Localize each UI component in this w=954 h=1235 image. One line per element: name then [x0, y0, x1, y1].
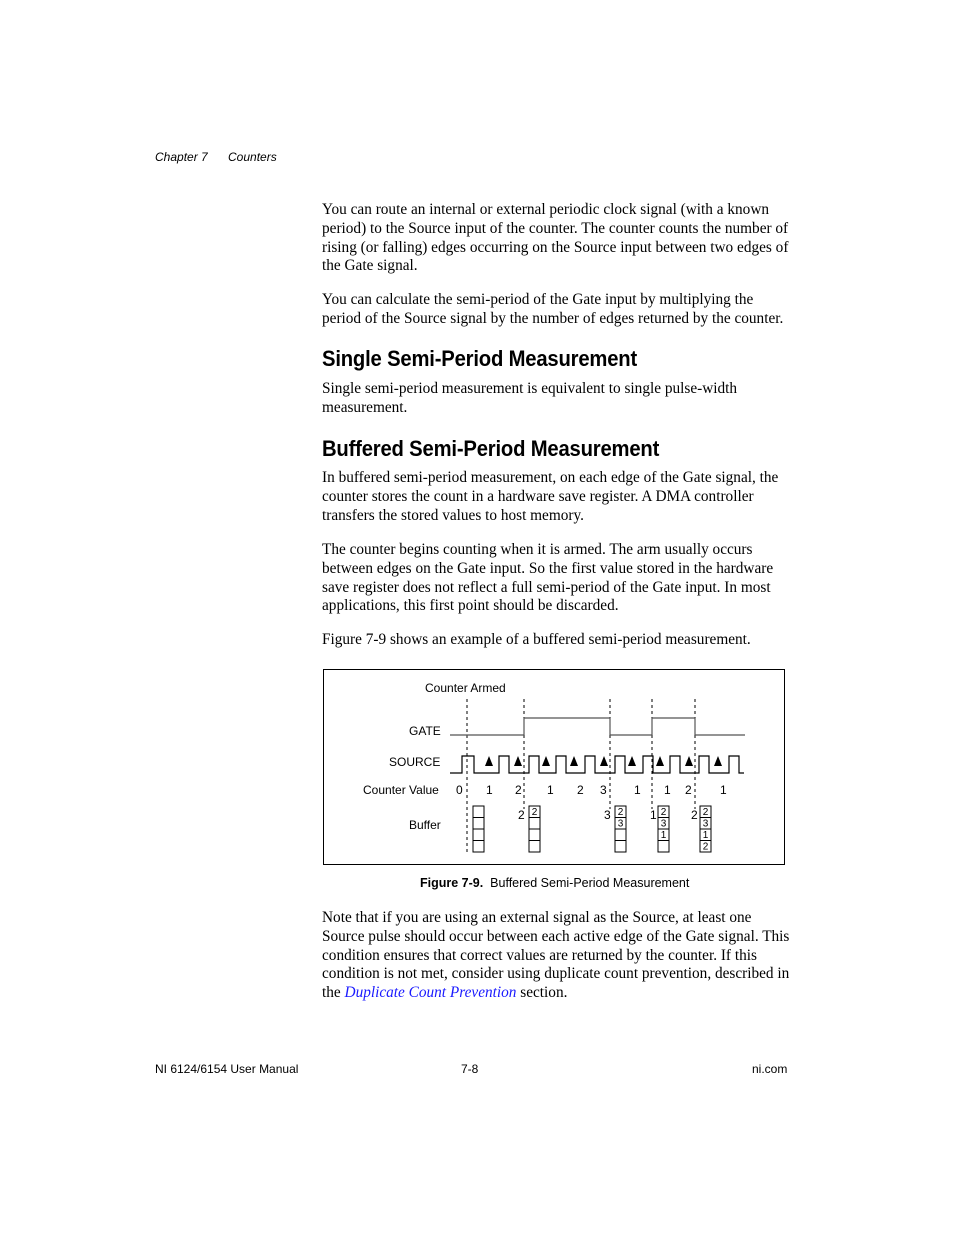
latched-value: 1: [650, 808, 657, 822]
counter-value: 0: [456, 783, 463, 797]
counter-value: 1: [720, 783, 727, 797]
header-chapter: Chapter 7: [155, 150, 208, 164]
buffer-entry: 3: [660, 818, 667, 830]
paragraph-source-routing: You can route an internal or external periodic clock signal (with a known period) to the Source input of the counter. The counter counts the number of rising (or falling) edges occurring on the Source input between two edges of the Gate signal.: [322, 201, 789, 275]
source-edge-arrow: [570, 756, 578, 766]
buffers: [473, 806, 711, 852]
timing-diagram: [323, 669, 785, 865]
latched-value: 3: [604, 808, 611, 822]
source-edge-arrow: [685, 756, 693, 766]
label-source: SOURCE: [389, 755, 441, 769]
paragraph-figure-ref: Figure 7-9 shows an example of a buffered semi-period measurement.: [322, 631, 751, 648]
figure-caption: [420, 876, 689, 890]
figure-caption-label: Figure 7-9.: [420, 876, 484, 890]
figure-caption-title: Buffered Semi-Period Measurement: [490, 876, 690, 890]
latched-value: 2: [518, 808, 525, 822]
buffer-entry: 2: [617, 807, 624, 818]
source-edge-arrow: [542, 756, 550, 766]
paragraph-source-pulse-note: [322, 909, 794, 1003]
label-gate: GATE: [409, 724, 441, 738]
source-edge-arrow: [514, 756, 522, 766]
counter-value: 1: [664, 783, 671, 797]
buffer-cell: [529, 818, 540, 830]
buffer-cell: [529, 829, 540, 841]
latched-value: 2: [691, 808, 698, 822]
buffer-entry: 3: [617, 818, 624, 830]
latched-values: [518, 808, 698, 822]
buffer-entry: 2: [531, 807, 538, 818]
buffer-entry: 2: [702, 807, 709, 818]
paragraph-single-semi-period: Single semi-period measurement is equivalent to single pulse-width measurement.: [322, 380, 738, 416]
source-edge-arrow: [656, 756, 664, 766]
buffer-contents: [532, 807, 709, 853]
label-buffer: Buffer: [409, 818, 441, 832]
counter-values: [456, 783, 727, 797]
counter-value: 1: [634, 783, 641, 797]
note-text-after: section.: [516, 984, 568, 1002]
note-text-before: Note that if you are using an external signal as the Source, at least one Source pulse should occur between each active edge of the Gate signal. This condition ensures that correct values are returned by the counter. If this condition is not met, consider using duplicate count prevention, described in the: [322, 909, 790, 1002]
buffer-entry: 1: [660, 830, 667, 841]
footer-manual-title: NI 6124/6154 User Manual: [155, 1062, 299, 1076]
buffer-cell: [473, 841, 484, 853]
heading-single-semi-period: Single Semi-Period Measurement: [322, 346, 638, 371]
paragraph-counter-armed: The counter begins counting when it is armed. The arm usually occurs between edges on the Gate input. So the first value stored in the hardware save register does not reflect a full semi-period of the Gate input. In most applications, this first point should be discarded.: [322, 541, 774, 615]
source-edge-arrow: [714, 756, 722, 766]
buffer-snapshot-initial: [473, 806, 484, 852]
source-edge-arrows: [485, 756, 722, 766]
heading-buffered-semi-period: Buffered Semi-Period Measurement: [322, 436, 660, 461]
counter-value: 2: [685, 783, 692, 797]
gate-waveform: [450, 718, 745, 735]
counter-value: 3: [600, 783, 607, 797]
source-edge-arrow: [485, 756, 493, 766]
buffer-cell: [473, 818, 484, 830]
counter-value: 1: [547, 783, 554, 797]
source-waveform: [450, 756, 744, 773]
buffer-cell: [615, 841, 626, 853]
buffer-entry: 1: [702, 830, 709, 841]
buffer-cell: [658, 841, 669, 853]
buffer-entry: 2: [660, 807, 667, 818]
buffer-entry: 2: [702, 841, 709, 853]
paragraph-semi-period-calc: You can calculate the semi-period of the Gate input by multiplying the period of the Source signal by the number of edges returned by the counter.: [322, 291, 784, 327]
paragraph-buffered-intro: In buffered semi-period measurement, on each edge of the Gate signal, the counter stores the count in a hardware save register. A DMA controller transfers the stored values to host memory.: [322, 469, 779, 524]
header-section: Counters: [228, 150, 277, 164]
source-edge-arrow: [628, 756, 636, 766]
footer-website: ni.com: [752, 1062, 788, 1076]
counter-value: 2: [577, 783, 584, 797]
footer-page-number: 7-8: [461, 1062, 479, 1076]
duplicate-count-prevention-link[interactable]: Duplicate Count Prevention: [344, 984, 517, 1002]
buffer-cell: [473, 806, 484, 818]
source-edge-arrow: [600, 756, 608, 766]
buffer-cell: [473, 829, 484, 841]
label-counter-armed: Counter Armed: [425, 681, 506, 695]
counter-value: 2: [515, 783, 522, 797]
buffer-cell: [615, 829, 626, 841]
label-counter-value: Counter Value: [363, 783, 439, 797]
counter-value: 1: [486, 783, 493, 797]
buffer-cell: [529, 841, 540, 853]
buffer-entry: 3: [702, 818, 709, 830]
